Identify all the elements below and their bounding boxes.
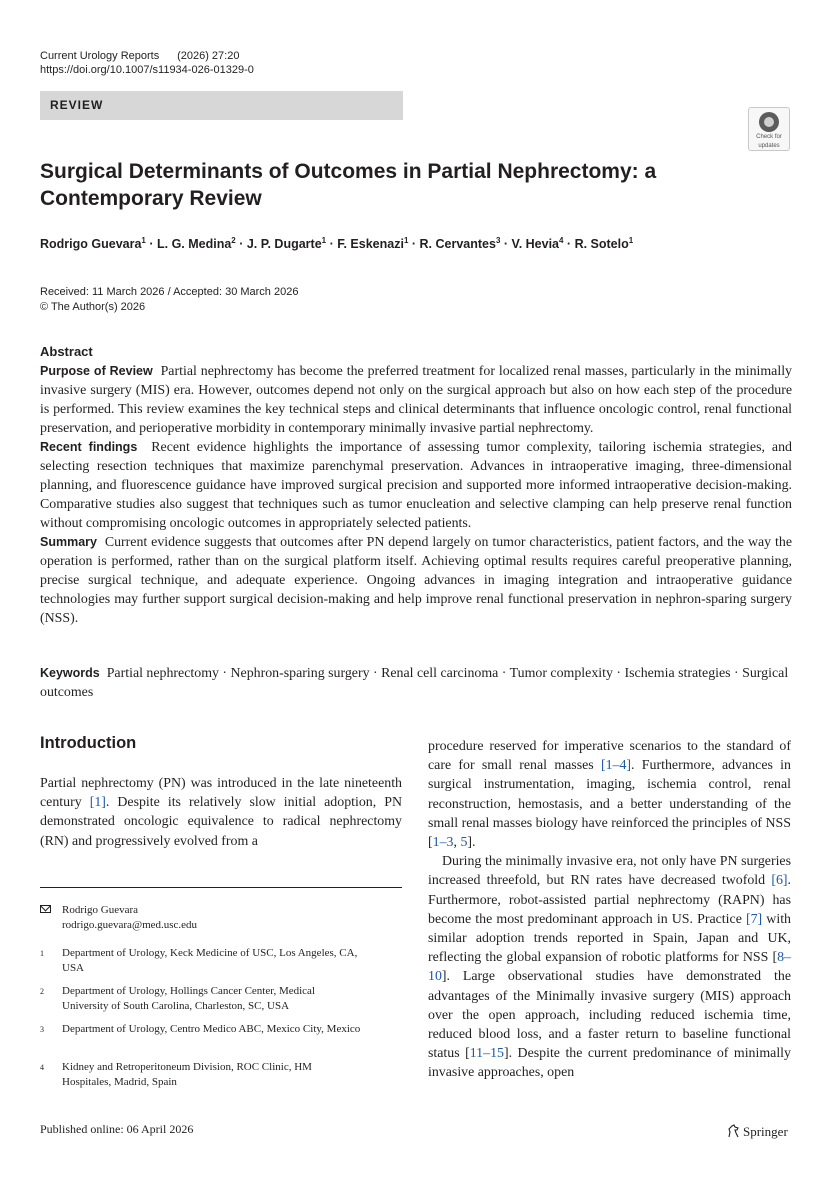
check-for-updates-button[interactable] (748, 107, 790, 151)
affiliation-text: Department of Urology, Keck Medicine of USC, Los Angeles, CA, USA (62, 947, 358, 974)
author-affiliation: 1 (403, 236, 409, 245)
affiliation-number: 1 (40, 949, 44, 958)
keywords-text: Partial nephrectomy · Nephron-sparing surgery · Renal cell carcinoma · Tumor complexity · Ischemia strategies · Surgical outcomes (40, 666, 789, 700)
citation-link[interactable]: [1–4] (600, 758, 632, 774)
author-name[interactable]: Rodrigo Guevara (40, 237, 142, 252)
findings-label: Recent findings (40, 440, 138, 454)
publisher-name: Springer (743, 1124, 788, 1139)
affiliation-number: 2 (40, 987, 44, 996)
abstract-summary (40, 533, 792, 628)
doi-link[interactable]: https://doi.org/10.1007/s11934-026-01329-0 (40, 64, 254, 76)
author-name[interactable]: R. Cervantes (419, 237, 496, 252)
author-name[interactable]: F. Eskenazi (337, 237, 404, 252)
check-updates-icon (759, 112, 779, 132)
envelope-icon (40, 905, 51, 913)
affiliation-text: Department of Urology, Hollings Cancer Center, Medical University of South Carolina, Charleston, SC, USA (62, 985, 315, 1012)
citation-link[interactable]: 5 (460, 835, 468, 851)
intro-text: ]. Despite the current predominance of minimally invasive approaches, open (428, 1046, 791, 1081)
abstract-heading: Abstract (40, 344, 93, 359)
publisher-logo (727, 1124, 788, 1140)
summary-text: Current evidence suggests that outcomes after PN depend largely on tumor characteristics, patient factors, and the way the operation is performed, rather than on the surgical platform itself. Achieving optimal results requires careful preoperative planning, precise surgical technique, and adequate experience. Ongoing advances in imaging integration and intraoperative guidance technologies may further support surgical decision-making and help improve renal functional preservation in nephron-sparing surgery (NSS). (40, 535, 792, 626)
purpose-text: Partial nephrectomy has become the preferred treatment for localized renal masses, particularly in the minimally invasive surgery (MIS) era. However, outcomes depend not only on the surgical approach but also on how each step of the procedure is performed. This review examines the key technical steps and clinical determinants that influence oncologic control, renal functional preservation, and perioperative morbidity in contemporary minimally invasive partial nephrectomy. (40, 364, 793, 436)
citation-link[interactable]: 8–10 (428, 950, 791, 985)
corresponding-author (40, 903, 402, 935)
check-updates-label-2: updates (758, 143, 780, 149)
title-line-2: Contemporary Review (40, 187, 262, 210)
keywords-label: Keywords (40, 666, 100, 680)
check-updates-label-1: Check for (756, 134, 782, 140)
affiliation-4 (40, 1060, 402, 1092)
keywords (40, 664, 792, 702)
author-name[interactable]: J. P. Dugarte (246, 237, 322, 252)
intro-text: procedure reserved for imperative scenarios to the standard of care for small renal masses (428, 739, 791, 774)
intro-paragraph (428, 737, 791, 852)
author-name[interactable]: L. G. Medina (156, 237, 232, 252)
author-name[interactable]: R. Sotelo (574, 237, 629, 252)
contact-email[interactable]: rodrigo.guevara@med.usc.edu (62, 919, 198, 931)
author-affiliation: 1 (141, 236, 146, 245)
intro-text: Partial nephrectomy (PN) was introduced in the late nineteenth century (40, 776, 402, 811)
intro-text: During the minimally invasive era, not only have PN surgeries increased threefold, but RN rates have decreased twofold (428, 854, 791, 889)
intro-text: ]. Large observational studies have demonstrated the advantages of the Minimally invasive surgery (MIS) approach over the open approach, including reduced ischemia time, reduced blood loss, and a faster return to baseline functional status [ (428, 969, 791, 1062)
intro-text: , (453, 835, 461, 851)
purpose-label: Purpose of Review (40, 364, 153, 378)
copyright: © The Author(s) 2026 (40, 301, 146, 313)
affiliation-1 (40, 946, 402, 978)
author-affiliation: 3 (495, 236, 501, 245)
author-affiliation: 1 (628, 236, 634, 245)
citation-link[interactable]: [7] (745, 911, 763, 927)
abstract-findings (40, 438, 792, 533)
article-type-banner (40, 91, 403, 120)
affiliation-number: 4 (40, 1063, 44, 1072)
author-affiliation: 2 (231, 236, 236, 245)
intro-text: ]. (467, 835, 476, 851)
author-list: Rodrigo Guevara$^1$ · L. G. Medina$^2$ · J. P. Dugarte$^1$ · F. Eskenazi$^1$ · R. Cervantes$^3$ · V. Hevia$^4$ · R. Sotelo$^1$ (40, 236, 634, 252)
abstract (40, 344, 792, 628)
springer-horse-icon (727, 1124, 740, 1138)
abstract-purpose (40, 362, 792, 438)
findings-text: Recent evidence highlights the importance of assessing tumor complexity, tailoring ischemia strategies, and selecting resection techniques that maximize parenchymal preservation. Advances in intraoperative imaging, three-dimensional planning, and fluorescence guidance have improved surgical precision and supported more informed intraoperative decision-making. Comparative studies also suggest that techniques such as tumor enucleation and selective clamping can help preserve renal function without compromising oncologic outcomes in appropriately selected patients. (40, 440, 792, 531)
citation-link[interactable]: 1–3 (432, 835, 454, 851)
affiliation-3 (40, 1022, 402, 1054)
article-dates (40, 285, 298, 315)
citation-link[interactable]: [6] (771, 873, 788, 889)
intro-text: . Furthermore, advances in surgical instrumentation, imaging, ischemia control, renal reconstruction, hemostasis, and a better understanding of the small renal masses biology have reinforced the principles of NSS [ (428, 758, 791, 851)
citation-link[interactable]: [1] (89, 795, 106, 811)
intro-left-column (40, 774, 402, 851)
author-affiliation: 1 (321, 236, 327, 245)
affiliation-text: Department of Urology, Centro Medico ABC, Mexico City, Mexico (62, 1023, 361, 1035)
author-name[interactable]: V. Hevia (511, 237, 559, 252)
intro-right-column (428, 737, 791, 1083)
citation-link[interactable]: 11–15 (469, 1046, 504, 1062)
journal-volume: (2026) 27:20 (177, 50, 240, 62)
affiliation-text: Kidney and Retroperitoneum Division, ROC Clinic, HM Hospitales, Madrid, Spain (62, 1061, 312, 1088)
affiliation-number: 3 (40, 1025, 44, 1034)
article-title (40, 158, 740, 212)
journal-name: Current Urology Reports (40, 50, 160, 62)
journal-header (40, 49, 254, 77)
author-affiliation: 4 (559, 236, 564, 245)
published-online: Published online: 06 April 2026 (40, 1122, 194, 1136)
title-line-1: Surgical Determinants of Outcomes in Partial Nephrectomy: a (40, 160, 657, 183)
intro-text: . Furthermore, robot-assisted partial nephrectomy (RAPN) has become the most predominant approach in US. Practice (428, 873, 791, 927)
article-type-label: REVIEW (50, 98, 104, 112)
intro-text: . Despite its relatively slow initial adoption, PN demonstrated oncologic equivalence to radical nephrectomy (RN) and progressively evolved from a (40, 795, 403, 849)
summary-label: Summary (40, 535, 97, 549)
footnote-divider (40, 887, 402, 888)
contact-name: Rodrigo Guevara (62, 904, 139, 916)
intro-text: with similar adoption trends reported in Spain, Japan and UK, reflecting the global expansion of robotic platforms for NSS [ (428, 911, 791, 966)
contact-block (62, 903, 362, 933)
affiliation-2 (40, 984, 402, 1016)
received-accepted: Received: 11 March 2026 / Accepted: 30 March 2026 (40, 286, 299, 298)
intro-paragraph (428, 852, 791, 1082)
introduction-heading: Introduction (40, 734, 137, 752)
